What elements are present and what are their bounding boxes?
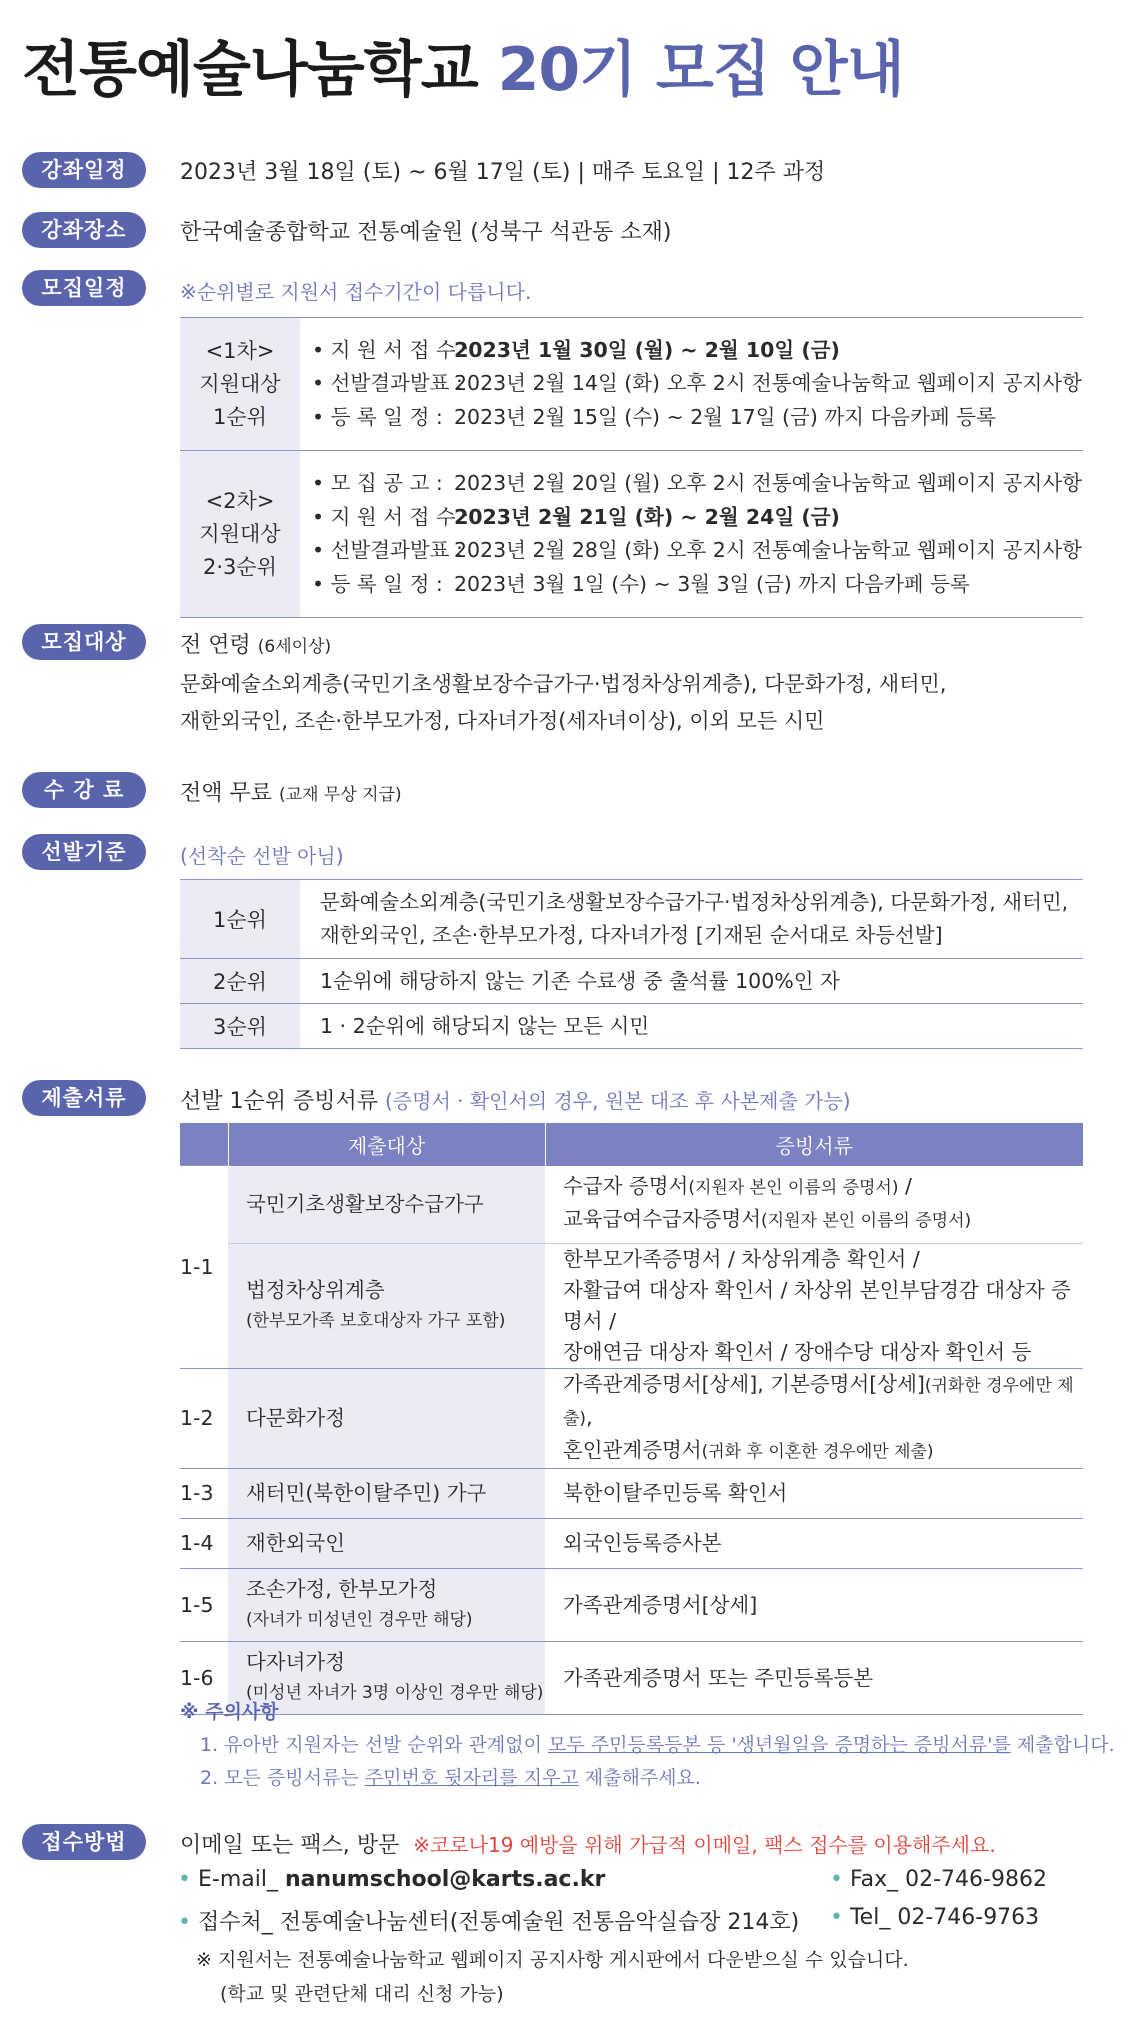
criteria-rank: 3순위: [180, 1004, 300, 1049]
row-code: 1-6: [180, 1642, 228, 1715]
criteria-row: [180, 880, 1083, 959]
criteria-desc: 1 · 2순위에 해당되지 않는 모든 시민: [300, 1004, 1083, 1049]
documents-label: 제출서류: [22, 1080, 146, 1116]
table-row: [180, 1166, 1083, 1244]
notice-item-1: 1. 유아반 지원자는 선발 순위와 관계없이 모두 주민등록등본 등 '생년월일을 증명하는 증빙서류'를 제출합니다.: [200, 1734, 1115, 1756]
row-proof: 한부모가족증명서 / 차상위계층 확인서 / 자활급여 대상자 확인서 / 차상위 본인부담경감 대상자 증명서 / 장애연금 대상자 확인서 / 장애수당 대상자 확인서 등: [545, 1244, 1083, 1369]
criteria-table: [180, 879, 1083, 1049]
schedule-label: 모집일정: [22, 270, 146, 306]
round-1-details: • 지 원 서 접 수 :2023년 1월 30일 (월) ~ 2월 10일 (금) • 선발결과발표 :2023년 2월 14일 (화) 오후 2시 전통예술나눔학교 웹페이지 공지사항 • 등 록 일 정 : 2023년 2월 15일 (수) ~ 2월 17일 (금) 까지 다음카페 등록: [312, 337, 1082, 429]
row-target: 다자녀가정 (미성년 자녀가 3명 이상인 경우만 해당): [228, 1642, 545, 1715]
row-code: 1-3: [180, 1469, 228, 1519]
fee-label: 수 강 료: [22, 772, 146, 808]
table-row: [180, 1369, 1083, 1469]
row-target: 조손가정, 한부모가정 (자녀가 미성년인 경우만 해당): [228, 1569, 545, 1642]
header-code: [180, 1123, 228, 1166]
apply-fax: • Fax_ 02-746-9862: [830, 1867, 1047, 1892]
apply-label: 접수방법: [22, 1824, 146, 1860]
round-2-details: • 모 집 공 고 : 2023년 2월 20일 (월) 오후 2시 전통예술나눔학교 웹페이지 공지사항 • 지 원 서 접 수 :2023년 2월 21일 (화) ~ 2월 24일 (금) • 선발결과발표 :2023년 2월 28일 (화) 오후 2시 전통예술나눔학교 웹페이지 공지사항 • 등 록 일 정 : 2023년 3월 1일 (수) ~ 3월 3일 (금) 까지 다음카페 등록: [300, 451, 1083, 618]
documents-table: [180, 1123, 1083, 1715]
round-2-label: <2차> 지원대상 2·3순위: [180, 451, 300, 618]
apply-tel: • Tel_ 02-746-9763: [830, 1905, 1040, 1930]
schedule-round-2: [180, 451, 1083, 618]
row-target: 다문화가정: [228, 1369, 545, 1469]
period-label: 강좌일정: [22, 152, 146, 188]
row-code: 1-2: [180, 1369, 228, 1469]
apply-email: • E-mail_ nanumschool@karts.ac.kr: [178, 1867, 606, 1892]
title-accent: 20기 모집 안내: [497, 35, 904, 105]
table-row: [180, 1244, 1083, 1369]
notice-item-2: 2. 모든 증빙서류는 주민번호 뒷자리를 지우고 제출해주세요.: [200, 1767, 701, 1789]
schedule-round-1: [180, 318, 1083, 451]
criteria-note: (선착순 선발 아님): [180, 844, 344, 868]
header-proof: 증빙서류: [545, 1123, 1083, 1166]
apply-footnote-1: ※ 지원서는 전통예술나눔학교 웹페이지 공지사항 게시판에서 다운받으실 수 있습니다.: [196, 1949, 909, 1971]
row-target: 재한외국인: [228, 1519, 545, 1569]
row-code: 1-4: [180, 1519, 228, 1569]
documents-heading: 선발 1순위 증빙서류 (증명서 · 확인서의 경우, 원본 대조 후 사본제출 가능): [180, 1089, 851, 1114]
row-proof: 가족관계증명서 또는 주민등록등본: [545, 1642, 1083, 1715]
documents-header: [180, 1123, 1083, 1166]
row-target: 새터민(북한이탈주민) 가구: [228, 1469, 545, 1519]
criteria-row: [180, 1004, 1083, 1049]
row-proof: 가족관계증명서[상세]: [545, 1569, 1083, 1642]
target-label: 모집대상: [22, 624, 146, 660]
fee-value: 전액 무료 (교재 무상 지급): [180, 781, 402, 806]
period-value: 2023년 3월 18일 (토) ~ 6월 17일 (토) | 매주 토요일 | 12주 과정: [180, 160, 826, 185]
table-row: [180, 1519, 1083, 1569]
email-link[interactable]: nanumschool@karts.ac.kr: [284, 1867, 606, 1892]
notice-title: ※ 주의사항: [180, 1701, 279, 1723]
apply-place: • 접수처_ 전통예술나눔센터(전통예술원 전통음악실습장 214호): [178, 1910, 800, 1935]
row-proof: 가족관계증명서[상세], 기본증명서[상세](귀화한 경우에만 제출), 혼인관계증명서(귀화 후 이혼한 경우에만 제출): [545, 1369, 1083, 1469]
row-proof: 외국인등록증사본: [545, 1519, 1083, 1569]
apply-method: 이메일 또는 팩스, 방문 ※코로나19 예방을 위해 가급적 이메일, 팩스 접수를 이용해주세요.: [180, 1833, 996, 1858]
header-target: 제출대상: [228, 1123, 545, 1166]
schedule-note: ※순위별로 지원서 접수기간이 다릅니다.: [180, 280, 532, 304]
row-proof: 수급자 증명서(지원자 본인 이름의 증명서) / 교육급여수급자증명서(지원자 본인 이름의 증명서): [563, 1174, 972, 1232]
page-title: [22, 22, 904, 108]
row-proof: 북한이탈주민등록 확인서: [545, 1469, 1083, 1519]
criteria-rank: 1순위: [180, 880, 300, 959]
criteria-label: 선발기준: [22, 834, 146, 870]
criteria-row: [180, 959, 1083, 1004]
table-row: [180, 1569, 1083, 1642]
title-main: 전통예술나눔학교: [22, 35, 478, 105]
row-code: 1-1: [180, 1166, 228, 1369]
row-target: 국민기초생활보장수급가구: [228, 1166, 545, 1244]
row-code: 1-5: [180, 1569, 228, 1642]
criteria-rank: 2순위: [180, 959, 300, 1004]
criteria-desc: 1순위에 해당하지 않는 기존 수료생 중 출석률 100%인 자: [300, 959, 1083, 1004]
target-line-2: 재한외국인, 조손·한부모가정, 다자녀가정(세자녀이상), 이외 모든 시민: [180, 709, 825, 733]
target-line-1: 문화예술소외계층(국민기초생활보장수급가구·법정차상위계층), 다문화가정, 새터민,: [180, 672, 947, 696]
target-headline: 전 연령 (6세이상): [180, 633, 332, 658]
table-row: [180, 1642, 1083, 1715]
venue-label: 강좌장소: [22, 212, 146, 248]
row-target: 법정차상위계층 (한부모가족 보호대상자 가구 포함): [228, 1244, 545, 1369]
schedule-table: [180, 317, 1083, 618]
criteria-desc: 문화예술소외계층(국민기초생활보장수급가구·법정차상위계층), 다문화가정, 새터민, 재한외국인, 조손·한부모가정, 다자녀가정 [기재된 순서대로 차등선발]: [320, 890, 1069, 947]
table-row: [180, 1469, 1083, 1519]
apply-footnote-2: (학교 및 관련단체 대리 신청 가능): [220, 1983, 504, 2005]
venue-value: 한국예술종합학교 전통예술원 (성북구 석관동 소재): [180, 220, 672, 245]
round-1-label: <1차> 지원대상 1순위: [180, 318, 300, 451]
